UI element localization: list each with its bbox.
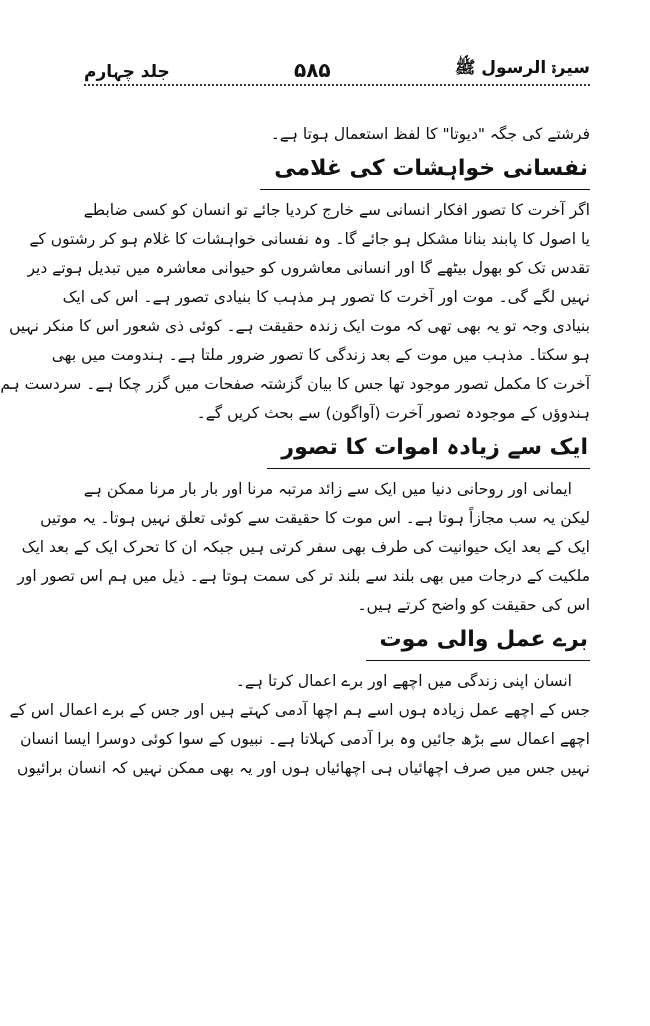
text-line: اس کی حقیقت کو واضح کرتے ہیں۔ (357, 596, 590, 614)
text-line: ایمانی اور روحانی دنیا میں ایک سے زائد مرتبہ مرنا اور بار بار مرنا ممکن ہے (83, 480, 572, 498)
page-number: ۵۸۵ (293, 58, 331, 82)
text-line: نہیں لگے گی۔ موت اور آخرت کا تصور ہر مذہب کا بنیادی تصور ہے۔ اس کی ایک (62, 288, 590, 306)
text-line: انسان اپنی زندگی میں اچھے اور برے اعمال کرتا ہے۔ (235, 672, 572, 690)
text-line: ملکیت کے درجات میں بھی بلند سے بلند تر کی سمت ہوتا ہے۔ ذیل میں ہم اس تصور اور (17, 567, 590, 585)
book-title: سیرۃ الرسول ﷺ (454, 58, 590, 78)
section-heading: ایک سے زیادہ اموات کا تصور (267, 430, 590, 469)
section-heading: برے عمل والی موت (366, 622, 590, 661)
text-line: نہیں جس میں صرف اچھائیاں ہی اچھائیاں ہوں اور یہ بھی ممکن نہیں کہ انسان برائیوں (17, 759, 590, 777)
text-line: ایک کے بعد ایک حیوانیت کی طرف بھی سفر کرتی ہیں جبکہ ان کا تحرک ایک کے بعد ایک (21, 538, 590, 556)
text-line: آخرت کا مکمل تصور موجود تھا جس کا بیان گزشتہ صفحات میں گزر چکا ہے۔ سردست ہم (0, 375, 590, 393)
text-line: ہندوؤں کے موجودہ تصور آخرت (آواگون) سے بحث کریں گے۔ (196, 404, 590, 422)
section-heading-wrap (84, 151, 590, 190)
section-heading-wrap (84, 622, 590, 661)
text-line: فرشتے کی جگہ "دیوتا" کا لفظ استعمال ہوتا ہے۔ (270, 125, 590, 143)
text-line: جس کے اچھے عمل زیادہ ہوں اسے ہم اچھا آدمی کہتے ہیں اور جس کے برے اعمال اس کے (9, 701, 590, 719)
text-line: ہو سکتا۔ مذہب میں موت کے بعد زندگی کا تصور ضرور ملتا ہے۔ ہندومت میں بھی (51, 346, 590, 364)
text-line: تقدس تک کو بھول بیٹھے گا اور انسانی معاشروں کو حیوانی معاشرہ میں تبدیل ہوتے دیر (27, 259, 590, 277)
page-header (84, 48, 590, 82)
page-body (0, 120, 590, 783)
text-line: لیکن یہ سب مجازاً ہوتا ہے۔ اس موت کا حقیقت سے کوئی تعلق نہیں ہوتا۔ یہ موتیں (40, 509, 590, 527)
text-line: اچھے اعمال سے بڑھ جائیں وہ برا آدمی کہلاتا ہے۔ نبیوں کے سوا کوئی دوسرا ایسا انسان (20, 730, 590, 748)
text-line: اگر آخرت کا تصور افکار انسانی سے خارج کردیا جائے تو انسان کو کسی ضابطے (83, 201, 590, 219)
section-heading: نفسانی خواہشات کی غلامی (260, 151, 590, 190)
volume-label: جلد چہارم (84, 62, 170, 82)
text-line: یا اصول کا پابند بنانا مشکل ہو جائے گا۔ وہ نفسانی خواہشات کا غلام ہو کر رشتوں کے (29, 230, 590, 248)
header-divider (84, 84, 590, 86)
section-heading-wrap (84, 430, 590, 469)
text-line: بنیادی وجہ تو یہ بھی تھی کہ موت ایک زندہ حقیقت ہے۔ کوئی ذی شعور اس کا منکر نہیں (9, 317, 590, 335)
